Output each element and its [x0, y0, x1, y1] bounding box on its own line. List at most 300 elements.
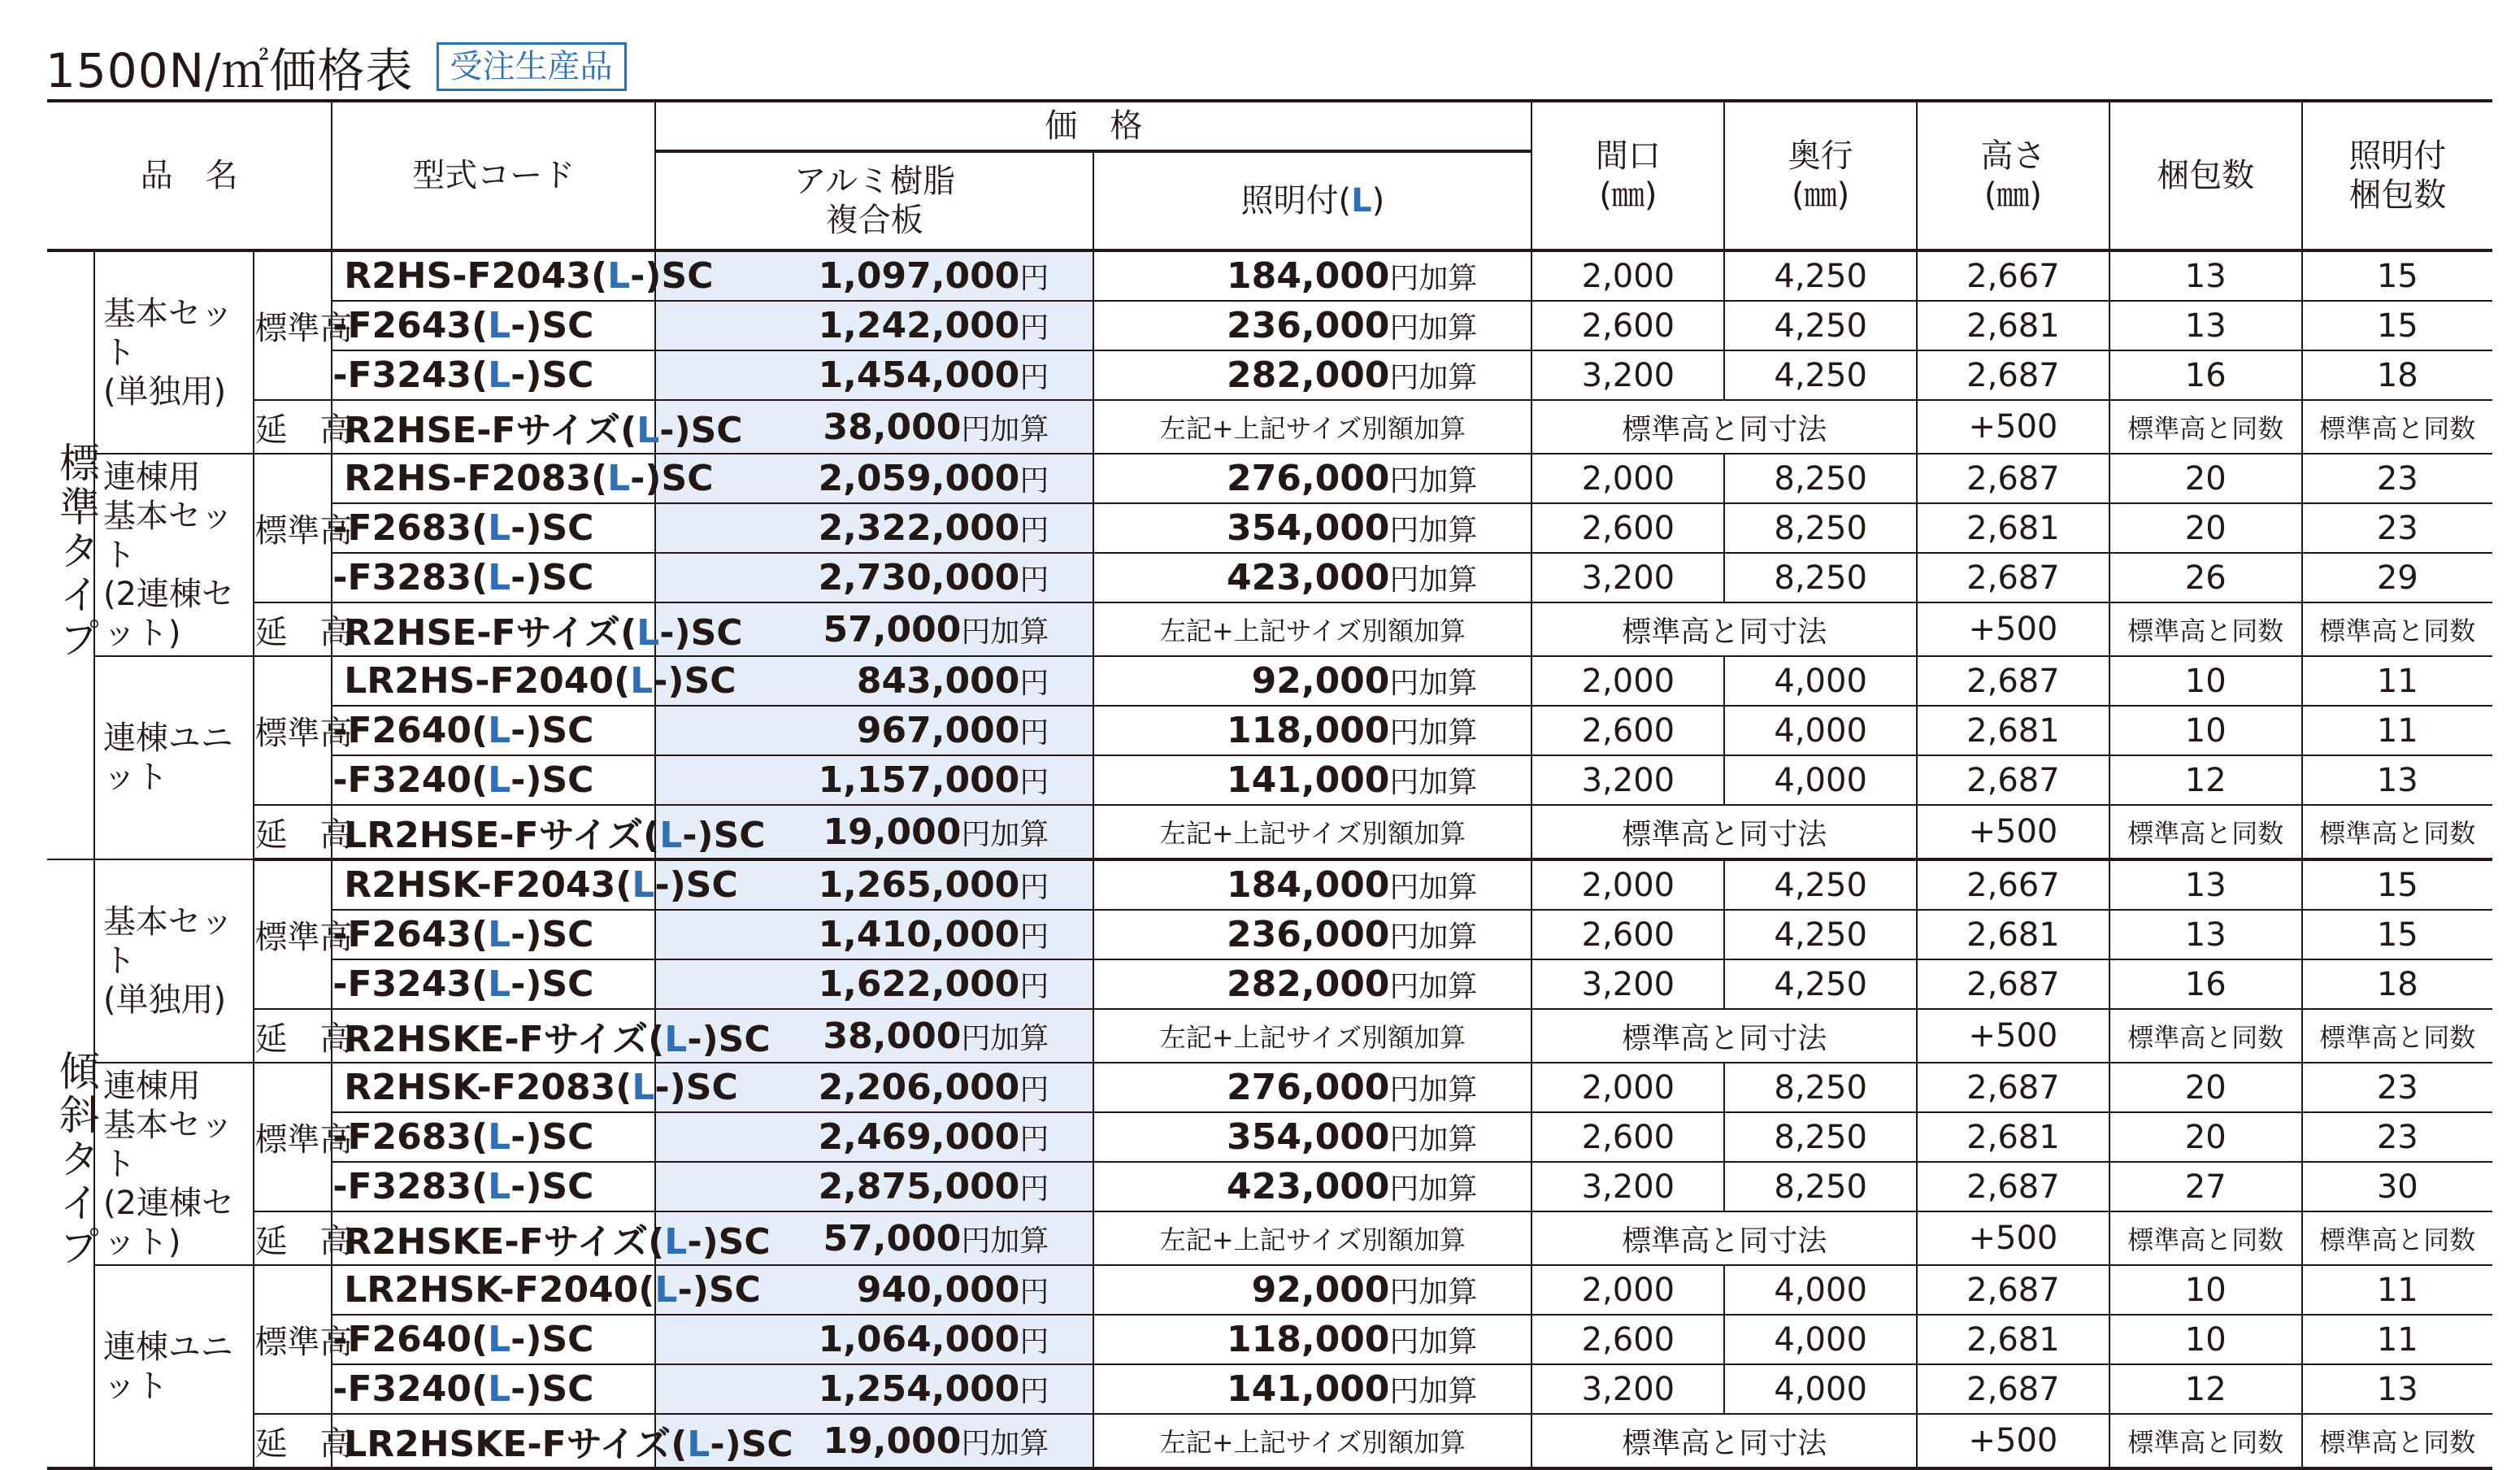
light-packs-value: 23 — [2302, 454, 2492, 503]
height-value: +500 — [1917, 1414, 2109, 1468]
light-packs-value: 23 — [2302, 1063, 2492, 1112]
depth-value: 8,250 — [1724, 454, 1917, 503]
price-alumi-unit: 円 — [1019, 1172, 1049, 1206]
code-l: L — [488, 759, 511, 801]
height-value: 2,681 — [1917, 301, 2109, 350]
code-l: L — [607, 458, 631, 499]
height-type: 標準高 — [254, 1063, 332, 1211]
price-alumi-unit: 円 — [1019, 1325, 1049, 1359]
model-code: LR2HSE-Fサイズ — [344, 815, 644, 856]
group-name: 基本セット (単独用) — [94, 859, 254, 1063]
price-alumi: 2,322,000 — [818, 507, 1020, 549]
price-alumi-cell — [655, 1315, 1093, 1364]
code-suffix: -)SC — [511, 305, 594, 346]
price-light: 92,000 — [1251, 1269, 1390, 1311]
group-name: 連棟ユニット — [94, 1265, 254, 1468]
code-paren: ( — [590, 458, 608, 499]
model-code: -F2643 — [332, 305, 471, 346]
packs-value: 20 — [2109, 503, 2302, 553]
price-alumi-unit: 円 — [1019, 1123, 1049, 1156]
price-light-cell — [1093, 250, 1532, 301]
model-code: -F3240 — [332, 1368, 471, 1410]
price-alumi-unit: 円 — [1019, 514, 1049, 547]
code-l: L — [488, 1368, 511, 1410]
title-row — [46, 33, 627, 101]
width-value: 2,000 — [1532, 250, 1724, 301]
code-suffix: -)SC — [511, 1319, 594, 1360]
code-paren: ( — [643, 815, 660, 856]
price-light-cell — [1093, 1211, 1532, 1265]
table-row — [47, 250, 2492, 301]
price-light-unit: 円加算 — [1389, 464, 1478, 498]
depth-value: 4,250 — [1724, 301, 1917, 350]
table-row — [47, 350, 2492, 400]
price-light-cell — [1093, 301, 1532, 350]
light-packs-value: 標準高と同数 — [2302, 1414, 2492, 1468]
packs-value: 16 — [2109, 350, 2302, 400]
price-alumi: 1,454,000 — [818, 354, 1020, 396]
price-alumi-unit: 円 — [1019, 262, 1049, 295]
width-value: 2,600 — [1532, 1315, 1724, 1364]
model-code-cell — [332, 503, 655, 553]
price-light-note: 左記+上記サイズ別額加算 — [1159, 818, 1466, 849]
width-value: 2,600 — [1532, 301, 1724, 350]
code-suffix: -)SC — [682, 815, 766, 856]
table-row — [47, 959, 2492, 1009]
width-value: 2,600 — [1532, 910, 1724, 959]
code-paren: ( — [471, 1368, 489, 1410]
price-light-cell — [1093, 859, 1532, 910]
price-light-note: 左記+上記サイズ別額加算 — [1159, 615, 1466, 646]
depth-value: 8,250 — [1724, 1162, 1917, 1211]
price-table — [47, 99, 2492, 1470]
light-packs-value: 30 — [2302, 1162, 2492, 1211]
width-value: 3,200 — [1532, 1162, 1724, 1211]
price-alumi-unit: 円加算 — [961, 615, 1049, 649]
depth-value: 4,250 — [1724, 910, 1917, 959]
depth-value: 4,250 — [1724, 959, 1917, 1009]
packs-value: 13 — [2109, 910, 2302, 959]
model-code: -F3283 — [332, 1166, 471, 1207]
height-value: 2,687 — [1917, 959, 2109, 1009]
depth-value: 8,250 — [1724, 1112, 1917, 1162]
height-value: 2,687 — [1917, 1265, 2109, 1315]
code-paren: ( — [471, 759, 489, 801]
price-light: 141,000 — [1227, 759, 1390, 801]
model-code: R2HSKE-Fサイズ — [344, 1221, 649, 1263]
table-row — [47, 1112, 2492, 1162]
depth-value: 4,000 — [1724, 706, 1917, 755]
group-name: 連棟用 基本セット (2連棟セット) — [94, 1063, 254, 1265]
height-value: +500 — [1917, 602, 2109, 656]
same-dimension-note: 標準高と同寸法 — [1532, 805, 1917, 859]
width-value: 2,600 — [1532, 706, 1724, 755]
table-row — [47, 910, 2492, 959]
price-light-unit: 円加算 — [1389, 871, 1478, 904]
model-code: -F2640 — [332, 710, 471, 751]
code-suffix: -)SC — [511, 914, 594, 955]
code-paren: ( — [471, 354, 489, 396]
price-alumi: 1,254,000 — [818, 1368, 1020, 1410]
packs-value: 20 — [2109, 1112, 2302, 1162]
price-light-cell — [1093, 454, 1532, 503]
price-light-cell — [1093, 1112, 1532, 1162]
model-code: R2HSE-Fサイズ — [344, 612, 621, 654]
code-suffix: -)SC — [630, 458, 714, 499]
header-light — [1093, 151, 1532, 250]
model-code-cell — [332, 1063, 738, 1112]
header-light-packs: 照明付 梱包数 — [2302, 101, 2492, 250]
same-dimension-note: 標準高と同寸法 — [1532, 400, 1917, 454]
table-row — [47, 1265, 2492, 1315]
price-light-cell — [1093, 503, 1532, 553]
model-code-cell — [332, 454, 714, 503]
price-alumi-unit: 円 — [1019, 920, 1049, 954]
code-paren: ( — [648, 1221, 665, 1263]
price-alumi: 2,875,000 — [818, 1166, 1020, 1207]
type-label-cell — [47, 250, 100, 859]
price-alumi-unit: 円加算 — [961, 817, 1049, 851]
price-light-unit: 円加算 — [1389, 1172, 1478, 1206]
light-packs-value: 13 — [2302, 755, 2492, 805]
packs-value: 13 — [2109, 250, 2302, 301]
header-light-post: ) — [1371, 182, 1385, 220]
model-code: R2HSK-F2083 — [344, 1067, 616, 1108]
price-alumi: 2,730,000 — [818, 557, 1020, 598]
same-dimension-note: 標準高と同寸法 — [1532, 602, 1917, 656]
price-light-cell — [1093, 959, 1532, 1009]
table-row — [47, 1211, 2492, 1265]
code-suffix: -)SC — [654, 1067, 738, 1108]
code-paren: ( — [620, 612, 637, 654]
model-code-cell — [332, 1315, 655, 1364]
depth-value: 4,000 — [1724, 1265, 1917, 1315]
code-paren: ( — [620, 410, 637, 451]
light-packs-value: 標準高と同数 — [2302, 805, 2492, 859]
code-l: L — [488, 305, 511, 346]
height-type: 延 高 — [254, 602, 332, 656]
depth-value: 4,000 — [1724, 1315, 1917, 1364]
header-light-l: L — [1351, 182, 1372, 220]
light-packs-value: 18 — [2302, 350, 2492, 400]
light-packs-value: 23 — [2302, 503, 2492, 553]
model-code: R2HS-F2043 — [344, 255, 591, 297]
header-height: 高さ (㎜) — [1917, 101, 2109, 250]
price-light: 282,000 — [1227, 963, 1390, 1005]
code-paren: ( — [615, 1067, 632, 1108]
model-code: R2HS-F2083 — [344, 458, 591, 499]
packs-value: 16 — [2109, 959, 2302, 1009]
width-value: 2,000 — [1532, 1063, 1724, 1112]
packs-value: 10 — [2109, 1265, 2302, 1315]
price-alumi: 1,265,000 — [818, 864, 1020, 906]
price-alumi-unit: 円 — [1019, 311, 1049, 345]
header-price: 価 格 — [655, 101, 1532, 151]
table-row — [47, 1364, 2492, 1414]
depth-value: 8,250 — [1724, 503, 1917, 553]
code-l: L — [632, 864, 655, 906]
model-code-cell — [332, 1112, 655, 1162]
height-type: 延 高 — [254, 400, 332, 454]
price-alumi: 1,064,000 — [818, 1319, 1020, 1360]
light-packs-value: 29 — [2302, 553, 2492, 602]
packs-value: 26 — [2109, 553, 2302, 602]
table-row — [47, 859, 2492, 910]
light-packs-value: 標準高と同数 — [2302, 1211, 2492, 1265]
code-suffix: -)SC — [659, 410, 743, 451]
light-packs-value: 15 — [2302, 910, 2492, 959]
price-alumi: 940,000 — [856, 1269, 1020, 1311]
code-paren: ( — [615, 864, 632, 906]
price-alumi-unit: 円 — [1019, 464, 1049, 498]
price-light-unit: 円加算 — [1389, 361, 1478, 394]
model-code: LR2HS-F2040 — [344, 660, 615, 702]
table-row — [47, 1009, 2492, 1063]
price-light: 184,000 — [1227, 864, 1390, 906]
light-packs-value: 11 — [2302, 1265, 2492, 1315]
same-dimension-note: 標準高と同寸法 — [1532, 1009, 1917, 1063]
height-type: 標準高 — [254, 250, 332, 400]
price-alumi-cell — [655, 959, 1093, 1009]
height-value: 2,687 — [1917, 553, 2109, 602]
model-code: R2HSK-F2043 — [344, 864, 616, 906]
height-value: +500 — [1917, 1009, 2109, 1063]
code-suffix: -)SC — [653, 660, 736, 702]
price-light-cell — [1093, 706, 1532, 755]
price-light-cell — [1093, 1265, 1532, 1315]
table-row — [47, 1315, 2492, 1364]
price-alumi-cell — [655, 301, 1093, 350]
depth-value: 8,250 — [1724, 1063, 1917, 1112]
model-code: -F2683 — [332, 1116, 471, 1158]
price-light-note: 左記+上記サイズ別額加算 — [1159, 1022, 1466, 1053]
depth-value: 4,000 — [1724, 656, 1917, 706]
price-alumi: 19,000 — [823, 1420, 962, 1462]
price-light-cell — [1093, 1162, 1532, 1211]
model-code-cell — [332, 250, 714, 301]
model-code: LR2HSK-F2040 — [344, 1269, 639, 1311]
price-light-cell — [1093, 910, 1532, 959]
price-alumi-unit: 円 — [1019, 970, 1049, 1003]
header-alumi: アルミ樹脂 複合板 — [655, 151, 1093, 250]
table-row — [47, 301, 2492, 350]
price-alumi-unit: 円 — [1019, 871, 1049, 904]
header-width: 間口 (㎜) — [1532, 101, 1724, 250]
model-code-cell — [332, 859, 738, 910]
light-packs-value: 15 — [2302, 859, 2492, 910]
price-alumi-unit: 円 — [1019, 563, 1049, 597]
price-alumi: 2,206,000 — [818, 1067, 1020, 1108]
packs-value: 13 — [2109, 859, 2302, 910]
code-l: L — [488, 710, 511, 751]
packs-value: 標準高と同数 — [2109, 1009, 2302, 1063]
model-code: -F2683 — [332, 507, 471, 549]
price-alumi: 1,242,000 — [818, 305, 1020, 346]
model-code: R2HSKE-Fサイズ — [344, 1019, 649, 1060]
model-code: -F3243 — [332, 354, 471, 396]
height-value: 2,681 — [1917, 1315, 2109, 1364]
code-l: L — [488, 507, 511, 549]
price-light-note: 左記+上記サイズ別額加算 — [1159, 1427, 1466, 1458]
height-type: 延 高 — [254, 1009, 332, 1063]
code-paren: ( — [471, 507, 489, 549]
table-row — [47, 755, 2492, 805]
code-suffix: -)SC — [659, 612, 743, 654]
table-row — [47, 1063, 2492, 1112]
price-alumi: 2,059,000 — [818, 458, 1020, 499]
code-paren: ( — [638, 1269, 655, 1311]
price-light-unit: 円加算 — [1389, 1375, 1478, 1408]
price-alumi-unit: 円 — [1019, 1073, 1049, 1107]
type-label-cell — [47, 859, 100, 1468]
model-code-cell — [332, 1009, 771, 1063]
price-light-cell — [1093, 805, 1532, 859]
code-suffix: -)SC — [511, 710, 594, 751]
height-value: +500 — [1917, 805, 2109, 859]
price-light: 423,000 — [1227, 1166, 1390, 1207]
code-l: L — [488, 557, 511, 598]
price-light: 354,000 — [1227, 507, 1390, 549]
table-row — [47, 805, 2492, 859]
table-row — [47, 656, 2492, 706]
price-alumi: 38,000 — [823, 406, 962, 448]
model-code: -F3243 — [332, 963, 471, 1005]
model-code-cell — [332, 656, 736, 706]
code-l: L — [654, 1269, 678, 1311]
price-alumi-cell — [655, 454, 1093, 503]
code-suffix: -)SC — [687, 1019, 771, 1060]
height-type: 標準高 — [254, 859, 332, 1009]
code-l: L — [637, 612, 660, 654]
code-l: L — [607, 255, 631, 297]
width-value: 3,200 — [1532, 1364, 1724, 1414]
code-l: L — [632, 1067, 655, 1108]
packs-value: 27 — [2109, 1162, 2302, 1211]
price-alumi-unit: 円加算 — [961, 412, 1049, 446]
header-code: 型式コード — [332, 101, 655, 250]
price-alumi-unit: 円 — [1019, 1276, 1049, 1309]
price-light-unit: 円加算 — [1389, 766, 1478, 799]
price-light-unit: 円加算 — [1389, 514, 1478, 547]
packs-value: 標準高と同数 — [2109, 602, 2302, 656]
price-light-cell — [1093, 656, 1532, 706]
code-l: L — [630, 660, 654, 702]
price-alumi-unit: 円 — [1019, 716, 1049, 750]
code-paren: ( — [471, 305, 489, 346]
price-light-note: 左記+上記サイズ別額加算 — [1159, 1224, 1466, 1255]
light-packs-value: 11 — [2302, 656, 2492, 706]
code-paren: ( — [471, 710, 489, 751]
packs-value: 標準高と同数 — [2109, 805, 2302, 859]
model-code-cell — [332, 755, 655, 805]
width-value: 2,000 — [1532, 859, 1724, 910]
price-alumi-cell — [655, 1364, 1093, 1414]
price-alumi-cell — [655, 910, 1093, 959]
code-paren: ( — [614, 660, 631, 702]
model-code: -F3240 — [332, 759, 471, 801]
model-code-cell — [332, 553, 655, 602]
table-row — [47, 400, 2492, 454]
code-paren: ( — [471, 1116, 489, 1158]
table-row — [47, 503, 2492, 553]
height-value: 2,681 — [1917, 503, 2109, 553]
table-row — [47, 602, 2492, 656]
height-type: 標準高 — [254, 454, 332, 602]
price-light-unit: 円加算 — [1389, 563, 1478, 597]
height-type: 標準高 — [254, 656, 332, 805]
height-value: 2,687 — [1917, 454, 2109, 503]
code-suffix: -)SC — [511, 507, 594, 549]
width-value: 2,000 — [1532, 656, 1724, 706]
model-code-cell — [332, 805, 766, 859]
price-light: 184,000 — [1227, 255, 1390, 297]
packs-value: 10 — [2109, 656, 2302, 706]
price-light-cell — [1093, 553, 1532, 602]
code-l: L — [488, 354, 511, 396]
price-alumi-cell — [655, 250, 1093, 301]
price-light-cell — [1093, 1364, 1532, 1414]
code-suffix: -)SC — [511, 963, 594, 1005]
light-packs-value: 15 — [2302, 301, 2492, 350]
code-paren: ( — [471, 1319, 489, 1360]
price-light-unit: 円加算 — [1389, 1325, 1478, 1359]
light-packs-value: 標準高と同数 — [2302, 602, 2492, 656]
price-alumi-unit: 円 — [1019, 1375, 1049, 1408]
price-alumi-unit: 円加算 — [961, 1426, 1049, 1460]
price-alumi: 2,469,000 — [818, 1116, 1020, 1158]
model-code-cell — [332, 1265, 761, 1315]
code-l: L — [488, 914, 511, 955]
price-light: 282,000 — [1227, 354, 1390, 396]
page-title: 1500N/㎡価格表 — [46, 43, 414, 98]
code-l: L — [637, 410, 660, 451]
code-suffix: -)SC — [511, 1368, 594, 1410]
code-suffix: -)SC — [654, 864, 738, 906]
code-l: L — [687, 1424, 710, 1465]
code-paren: ( — [671, 1424, 688, 1465]
type-label: 傾斜タイプ — [53, 1050, 100, 1269]
price-alumi-cell — [655, 350, 1093, 400]
depth-value: 8,250 — [1724, 553, 1917, 602]
price-light-unit: 円加算 — [1389, 1123, 1478, 1156]
price-light-unit: 円加算 — [1389, 311, 1478, 345]
height-value: 2,667 — [1917, 250, 2109, 301]
packs-value: 標準高と同数 — [2109, 1211, 2302, 1265]
header-depth: 奥行 (㎜) — [1724, 101, 1917, 250]
group-name: 連棟ユニット — [94, 656, 254, 859]
price-light-unit: 円加算 — [1389, 970, 1478, 1003]
height-value: 2,687 — [1917, 350, 2109, 400]
code-suffix: -)SC — [511, 1116, 594, 1158]
price-alumi-cell — [655, 1112, 1093, 1162]
width-value: 2,000 — [1532, 1265, 1724, 1315]
width-value: 2,600 — [1532, 503, 1724, 553]
model-code: R2HSE-Fサイズ — [344, 410, 621, 451]
price-light: 118,000 — [1227, 710, 1390, 751]
model-code: -F2640 — [332, 1319, 471, 1360]
model-code: -F2643 — [332, 914, 471, 955]
code-l: L — [659, 815, 683, 856]
model-code-cell — [332, 1364, 655, 1414]
depth-value: 4,250 — [1724, 250, 1917, 301]
price-light-unit: 円加算 — [1389, 667, 1478, 700]
price-alumi-unit: 円加算 — [961, 1224, 1049, 1258]
price-alumi-cell — [655, 755, 1093, 805]
code-suffix: -)SC — [511, 759, 594, 801]
price-alumi: 843,000 — [856, 660, 1020, 702]
table-row — [47, 553, 2492, 602]
code-suffix: -)SC — [511, 354, 594, 396]
